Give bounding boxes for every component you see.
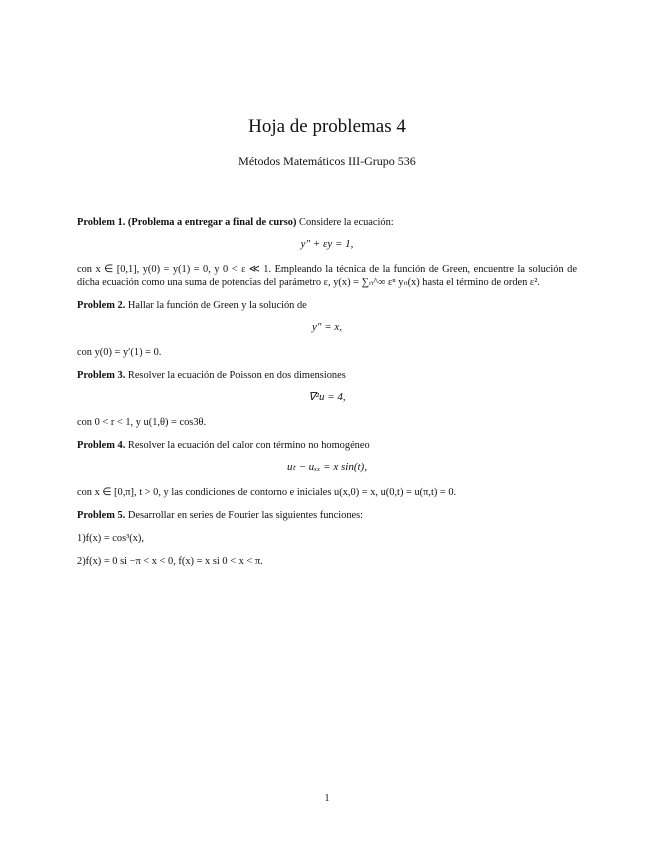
problem-3-label: Problem 3.: [77, 370, 126, 381]
problem-1-statement: [77, 216, 577, 229]
problem-2-intro: Hallar la función de Green y la solución de: [125, 300, 307, 311]
problem-5-statement: [77, 509, 577, 522]
problem-4-intro: Resolver la ecuación del calor con término no homogéneo: [125, 440, 370, 451]
page-subtitle: Métodos Matemáticos III-Grupo 536: [238, 154, 416, 168]
problem-3-statement: [77, 369, 577, 382]
problem-5-label: Problem 5.: [77, 510, 126, 521]
problems-body: [77, 216, 577, 578]
problem-2-text: con y(0) = y′(1) = 0.: [77, 347, 162, 358]
problem-3-intro: Resolver la ecuación de Poisson en dos dimensiones: [125, 370, 346, 381]
page-title: Hoja de problemas 4: [248, 116, 406, 137]
problem-4-equation: uₜ − uₓₓ = x sin(t),: [287, 461, 367, 473]
problem-2-equation: y″ = x,: [311, 321, 343, 333]
problem-1-text: con x ∈ [0,1], y(0) = y(1) = 0, y 0 < ε ≪ 1. Empleando la técnica de la función de Green, encuentre la solución de dicha ecuación como una suma de potencias del parámetro ε, y(x) = ∑ₙ^∞ εⁿ yₙ(x) hasta el término de orden ε².: [77, 264, 577, 288]
problem-3-equation: ∇²u = 4,: [308, 391, 346, 403]
problem-4-label: Problem 4.: [77, 440, 126, 451]
page-number: 1: [324, 793, 330, 804]
problem-1-intro: Considere la ecuación:: [296, 217, 394, 228]
problem-5-item-1: 1)f(x) = cos³(x),: [77, 533, 144, 544]
problem-1-note: (Problema a entregar a final de curso): [127, 217, 297, 228]
problem-2-label: Problem 2.: [77, 300, 126, 311]
problem-4-text: con x ∈ [0,π], t > 0, y las condiciones de contorno e iniciales u(x,0) = x, u(0,t) = u(π,t) = 0.: [77, 487, 457, 498]
problem-5-intro: Desarrollar en series de Fourier las siguientes funciones:: [125, 510, 364, 521]
problem-3-text: con 0 < r < 1, y u(1,θ) = cos3θ.: [77, 417, 207, 428]
problem-1-equation: y″ + εy = 1,: [300, 238, 354, 250]
problem-4-statement: [77, 439, 577, 452]
problem-5-item-2: 2)f(x) = 0 si −π < x < 0, f(x) = x si 0 < x < π.: [77, 556, 263, 567]
problem-1-label: Problem 1.: [77, 217, 126, 228]
problem-2-statement: [77, 299, 577, 312]
